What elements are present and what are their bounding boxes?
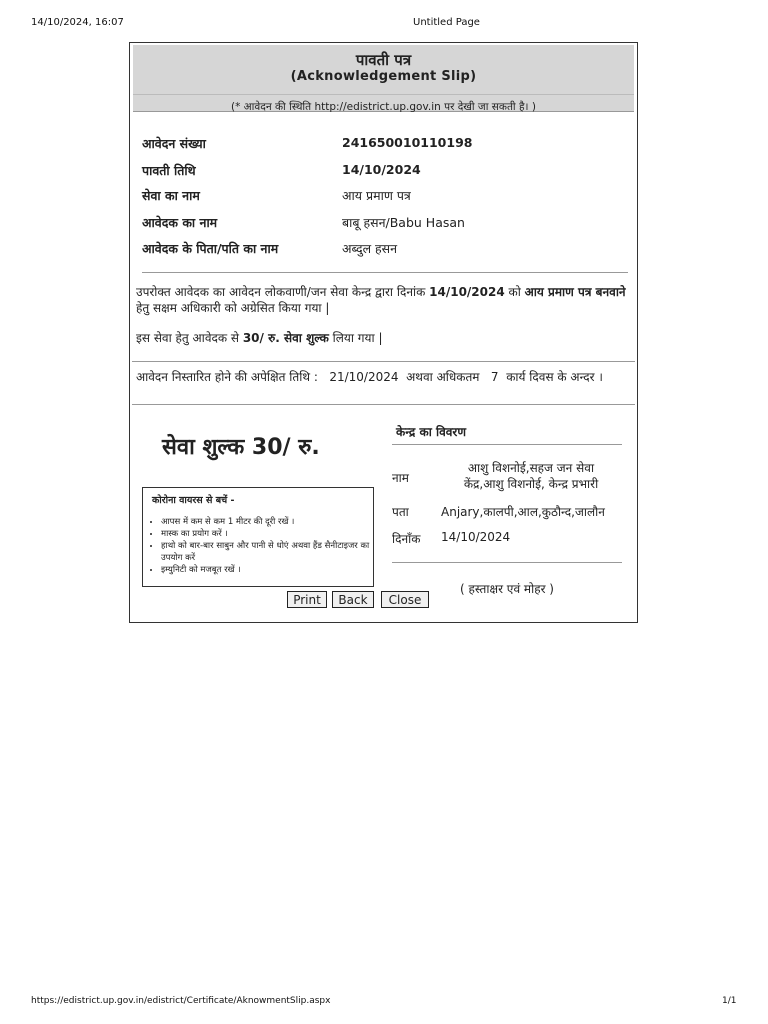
print-button[interactable]: Print — [287, 591, 327, 608]
covid-item: • हाथो को बार-बार साबुन और पानी से धोएं अथवा हैंड सैनीटाइजर का उपयोग करें — [161, 540, 373, 564]
kendra-date-label: दिनाँक — [392, 532, 421, 546]
close-button[interactable]: Close — [381, 591, 429, 608]
covid-item: • इम्युनिटी को मजबूत रखें । — [161, 564, 373, 576]
expected-date-paragraph: आवेदन निस्तारित होने की अपेक्षित तिथि : 21/10/2024 अथवा अधिकतम 7 कार्य दिवस के अन्दर । — [136, 370, 603, 384]
kendra-address: Anjary,कालपी,आल,कुठौन्द,जालौन — [441, 505, 605, 519]
covid-item: • मास्क का प्रयोग करें । — [161, 528, 373, 540]
print-url: https://edistrict.up.gov.in/edistrict/Certificate/AknowmentSlip.aspx — [31, 996, 331, 1006]
detail-value: बाबू हसन/Babu Hasan — [342, 215, 465, 230]
detail-label: आवेदक के पिता/पति का नाम — [142, 241, 279, 256]
forward-date: 14/10/2024 — [429, 285, 505, 299]
divider — [132, 361, 635, 362]
expected-date: 21/10/2024 — [329, 370, 399, 384]
fee-amount: 30/ रु. सेवा शुल्क — [242, 331, 329, 345]
max-days: 7 — [490, 370, 499, 384]
detail-value: 14/10/2024 — [342, 162, 421, 177]
signature-note: ( हस्ताक्षर एवं मोहर ) — [460, 582, 554, 596]
forward-paragraph: उपरोक्त आवेदक का आवेदन लोकवाणी/जन सेवा केन्द्र द्वारा दिनांक 14/10/2024 को आय प्रमाण पत्र बनवाने हेतु सक्षम अधिकारी को अग्रेसित किया गया | — [136, 285, 626, 315]
kendra-date: 14/10/2024 — [441, 530, 511, 544]
covid-item: • आपस में कम से कम 1 मीटर की दूरी रखें । — [161, 516, 373, 528]
detail-value: अब्दुल हसन — [342, 241, 398, 256]
kendra-title: केन्द्र का विवरण — [396, 425, 467, 439]
kendra-name-label: नाम — [392, 471, 409, 485]
detail-label: आवेदक का नाम — [142, 215, 218, 230]
forward-service: आय प्रमाण पत्र बनवाने — [524, 285, 626, 299]
slip-title-english: (Acknowledgement Slip) — [290, 69, 477, 84]
print-page-title: Untitled Page — [413, 17, 480, 28]
detail-label: पावती तिथि — [142, 163, 196, 178]
slip-header — [133, 45, 634, 112]
kendra-address-label: पता — [392, 505, 409, 519]
covid-title: कोरोना वायरस से बचें - — [152, 495, 235, 506]
covid-advisory-box — [142, 487, 374, 587]
divider — [392, 562, 622, 563]
print-datetime: 14/10/2024, 16:07 — [31, 17, 124, 28]
fee-paragraph: इस सेवा हेतु आवेदक से 30/ रु. सेवा शुल्क लिया गया | — [136, 331, 383, 345]
detail-value: आय प्रमाण पत्र — [342, 188, 411, 203]
detail-label: आवेदन संख्या — [142, 136, 206, 151]
detail-label: सेवा का नाम — [142, 188, 200, 203]
slip-title-hindi: पावती पत्र — [355, 51, 412, 69]
divider — [142, 272, 628, 273]
kendra-name: आशु विशनोई,सहज जन सेवा केंद्र,आशु विशनोई, केन्द्र प्रभारी — [463, 461, 599, 491]
divider — [132, 404, 635, 405]
service-fee-large: सेवा शुल्क 30/ रु. — [162, 435, 320, 460]
covid-list — [143, 516, 373, 576]
acknowledgement-slip — [129, 42, 638, 623]
detail-value: 241650010110198 — [342, 135, 473, 150]
divider — [392, 444, 622, 445]
back-button[interactable]: Back — [332, 591, 374, 608]
print-page-number: 1/1 — [722, 996, 737, 1006]
status-note: (* आवेदन की स्थिति http://edistrict.up.gov.in पर देखी जा सकती है। ) — [133, 94, 634, 114]
